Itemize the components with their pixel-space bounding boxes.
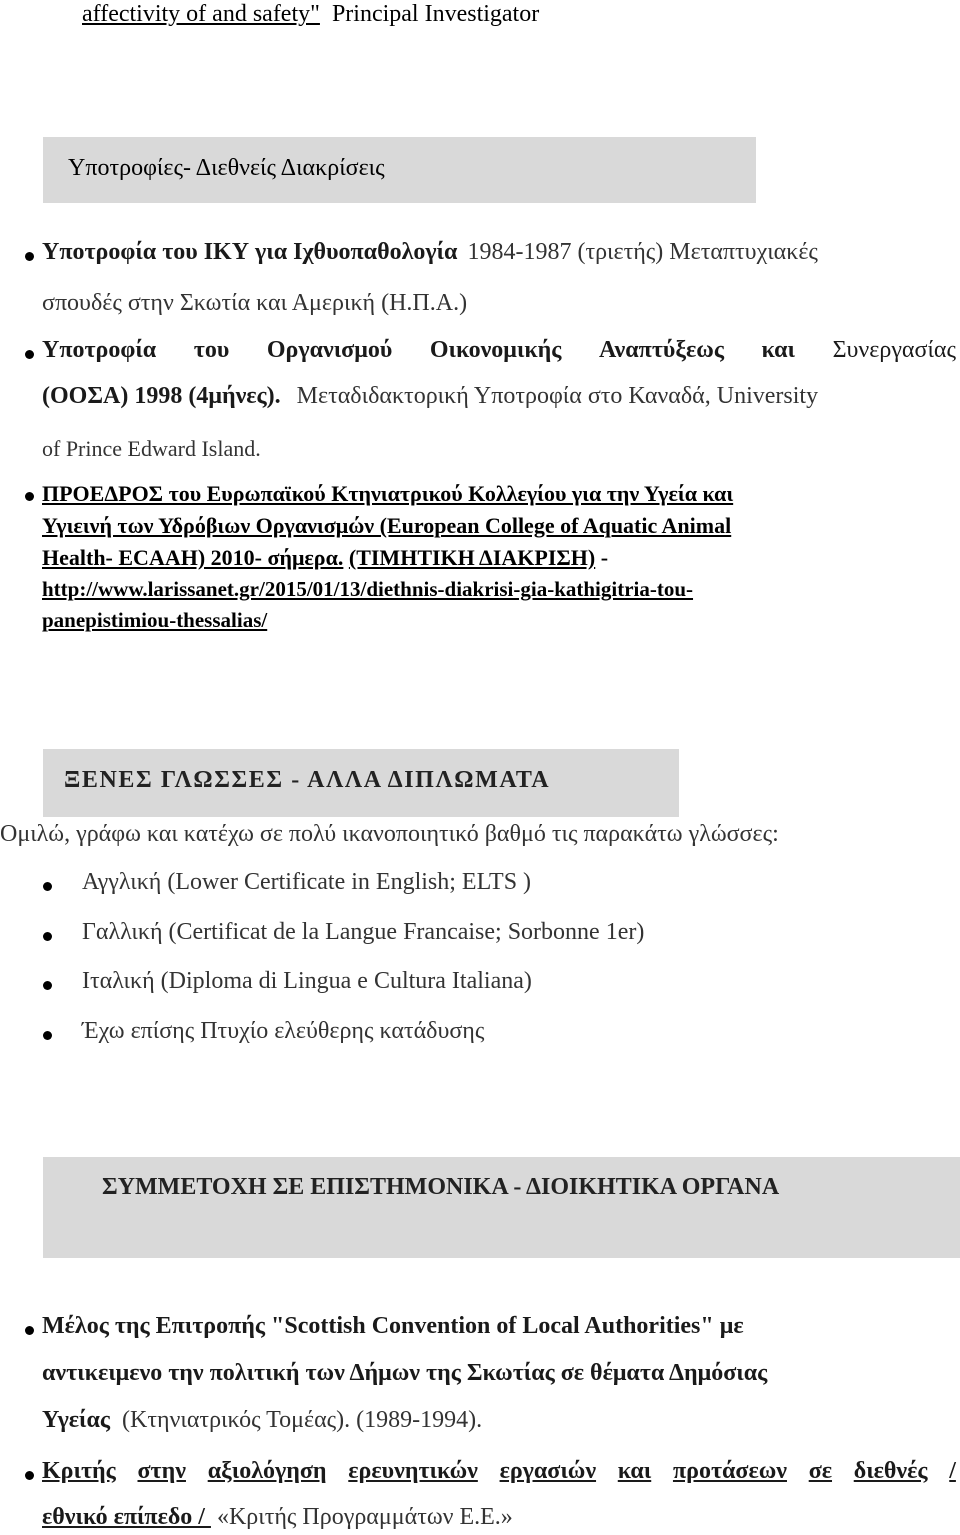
scholarship-item-2-rest: Μεταδιδακτορική Υποτροφία στο Καναδά, University: [296, 383, 819, 409]
word: Υποτροφία: [42, 337, 157, 363]
bullet-icon: [25, 350, 34, 359]
bullet-icon: [43, 932, 52, 941]
committees-header: ΣΥΜΜΕΤΟΧΗ ΣΕ ΕΠΙΣΤΗΜΟΝΙΚΑ - ΔΙΟΙΚΗΤΙΚΑ ΟΡΓΑΝΑ: [102, 1174, 780, 1200]
role-label: Principal Investigator: [331, 1, 540, 27]
scholarship-item-2-line3: of Prince Edward Island.: [42, 436, 261, 461]
bullet-icon: [43, 981, 52, 990]
word: Κριτής: [42, 1458, 116, 1484]
health-word: Υγείας: [42, 1407, 111, 1433]
bullet-icon: [43, 1031, 52, 1040]
languages-header: ΞΕΝΕΣ ΓΛΩΣΣΕΣ - ΑΛΛΑ ΔΙΠΛΩΜΑΤΑ: [64, 767, 551, 793]
committee-item-2-line1: [42, 1458, 956, 1485]
dash: -: [600, 545, 609, 570]
language-item: Έχω επίσης Πτυχίο ελεύθερης κατάδυσης: [82, 1018, 485, 1044]
word: αξιολόγηση: [207, 1458, 327, 1484]
scholarships-header: Υποτροφίες- Διεθνείς Διακρίσεις: [68, 155, 385, 181]
bullet-icon: [43, 882, 52, 891]
ecaah-text: Health- ECAAH) 2010- σήμερα.: [42, 545, 344, 570]
news-link-line2[interactable]: panepistimiou-thessalias/: [42, 608, 268, 632]
ec-reviewer: «Κριτής Προγραμμάτων Ε.Ε.»: [216, 1504, 513, 1530]
bullet-icon: [25, 1471, 34, 1480]
scholarship-item-1-rest: 1984-1987 (τριετής) Μεταπτυχιακές: [467, 239, 818, 265]
committee-item-1-line1: Μέλος της Επιτροπής "Scottish Convention of Local Authorities" με: [42, 1313, 744, 1339]
committee-item-2-line2: [42, 1504, 513, 1531]
word: Αναπτύξεως: [599, 337, 724, 363]
project-title-link[interactable]: affectivity of and safety": [82, 1, 320, 27]
committee-item-1-line3: [42, 1407, 482, 1434]
bullet-icon: [25, 492, 34, 501]
scholarship-item-3-line3: [42, 545, 608, 571]
word: στην: [137, 1458, 186, 1484]
scholarship-item-3-line2: Υγιεινή των Υδρόβιων Οργανισμών (European College of Aquatic Animal: [42, 513, 732, 538]
bullet-icon: [25, 252, 34, 261]
scholarship-item-1-title: Υποτροφία του ΙΚΥ για Ιχθυοπαθολογία: [42, 239, 458, 265]
top-line: [82, 1, 539, 28]
word: εργασιών: [499, 1458, 597, 1484]
honorary-distinction: (ΤΙΜΗΤΙΚΗ ΔΙΑΚΡΙΣΗ): [348, 545, 596, 570]
word: προτάσεων: [672, 1458, 787, 1484]
national-level: εθνικό επίπεδο /: [42, 1504, 211, 1530]
word: Οικονομικής: [429, 337, 562, 363]
word: του: [193, 337, 230, 363]
scholarship-item-3-line1: ΠΡΟΕΔΡΟΣ του Ευρωπαϊκού Κτηνιατρικού Κολλεγίου για την Υγεία και: [42, 481, 734, 506]
committee-item-1-rest: (Κτηνιατρικός Τομέας). (1989-1994).: [122, 1407, 483, 1433]
word: και: [617, 1458, 652, 1484]
committee-item-1-line2: αντικειμενο την πολιτική των Δήμων της Σκωτίας σε θέματα Δημόσιας: [42, 1360, 768, 1386]
word: Οργανισμού: [266, 337, 393, 363]
word: σε: [808, 1458, 833, 1484]
languages-intro: Ομιλώ, γράφω και κατέχω σε πολύ ικανοποιητικό βαθμό τις παρακάτω γλώσσες:: [0, 821, 779, 847]
scholarship-item-1-line2: σπουδές στην Σκωτία και Αμερική (Η.Π.Α.): [42, 290, 468, 316]
scholarship-item-2-line2: [42, 383, 818, 410]
language-item: Αγγλική (Lower Certificate in English; ELTS ): [82, 869, 532, 895]
news-link-line1[interactable]: http://www.larissanet.gr/2015/01/13/diethnis-diakrisi-gia-kathigitria-tou-: [42, 577, 694, 601]
scholarship-item-2-bold: (ΟΟΣΑ) 1998 (4μήνες).: [42, 383, 281, 409]
language-item: Γαλλική (Certificat de la Langue Francaise; Sorbonne 1er): [82, 919, 645, 945]
word: ερευνητικών: [348, 1458, 478, 1484]
committees-header-box: [43, 1157, 960, 1258]
word: και: [761, 337, 795, 363]
word: Συνεργασίας: [832, 337, 956, 363]
bullet-icon: [25, 1326, 34, 1335]
word: διεθνές: [853, 1458, 928, 1484]
language-item: Ιταλική (Diploma di Lingua e Cultura Italiana): [82, 968, 532, 994]
scholarship-item-2-line1: [42, 337, 956, 364]
word: /: [949, 1458, 956, 1484]
scholarship-item-1-line1: [42, 239, 818, 266]
